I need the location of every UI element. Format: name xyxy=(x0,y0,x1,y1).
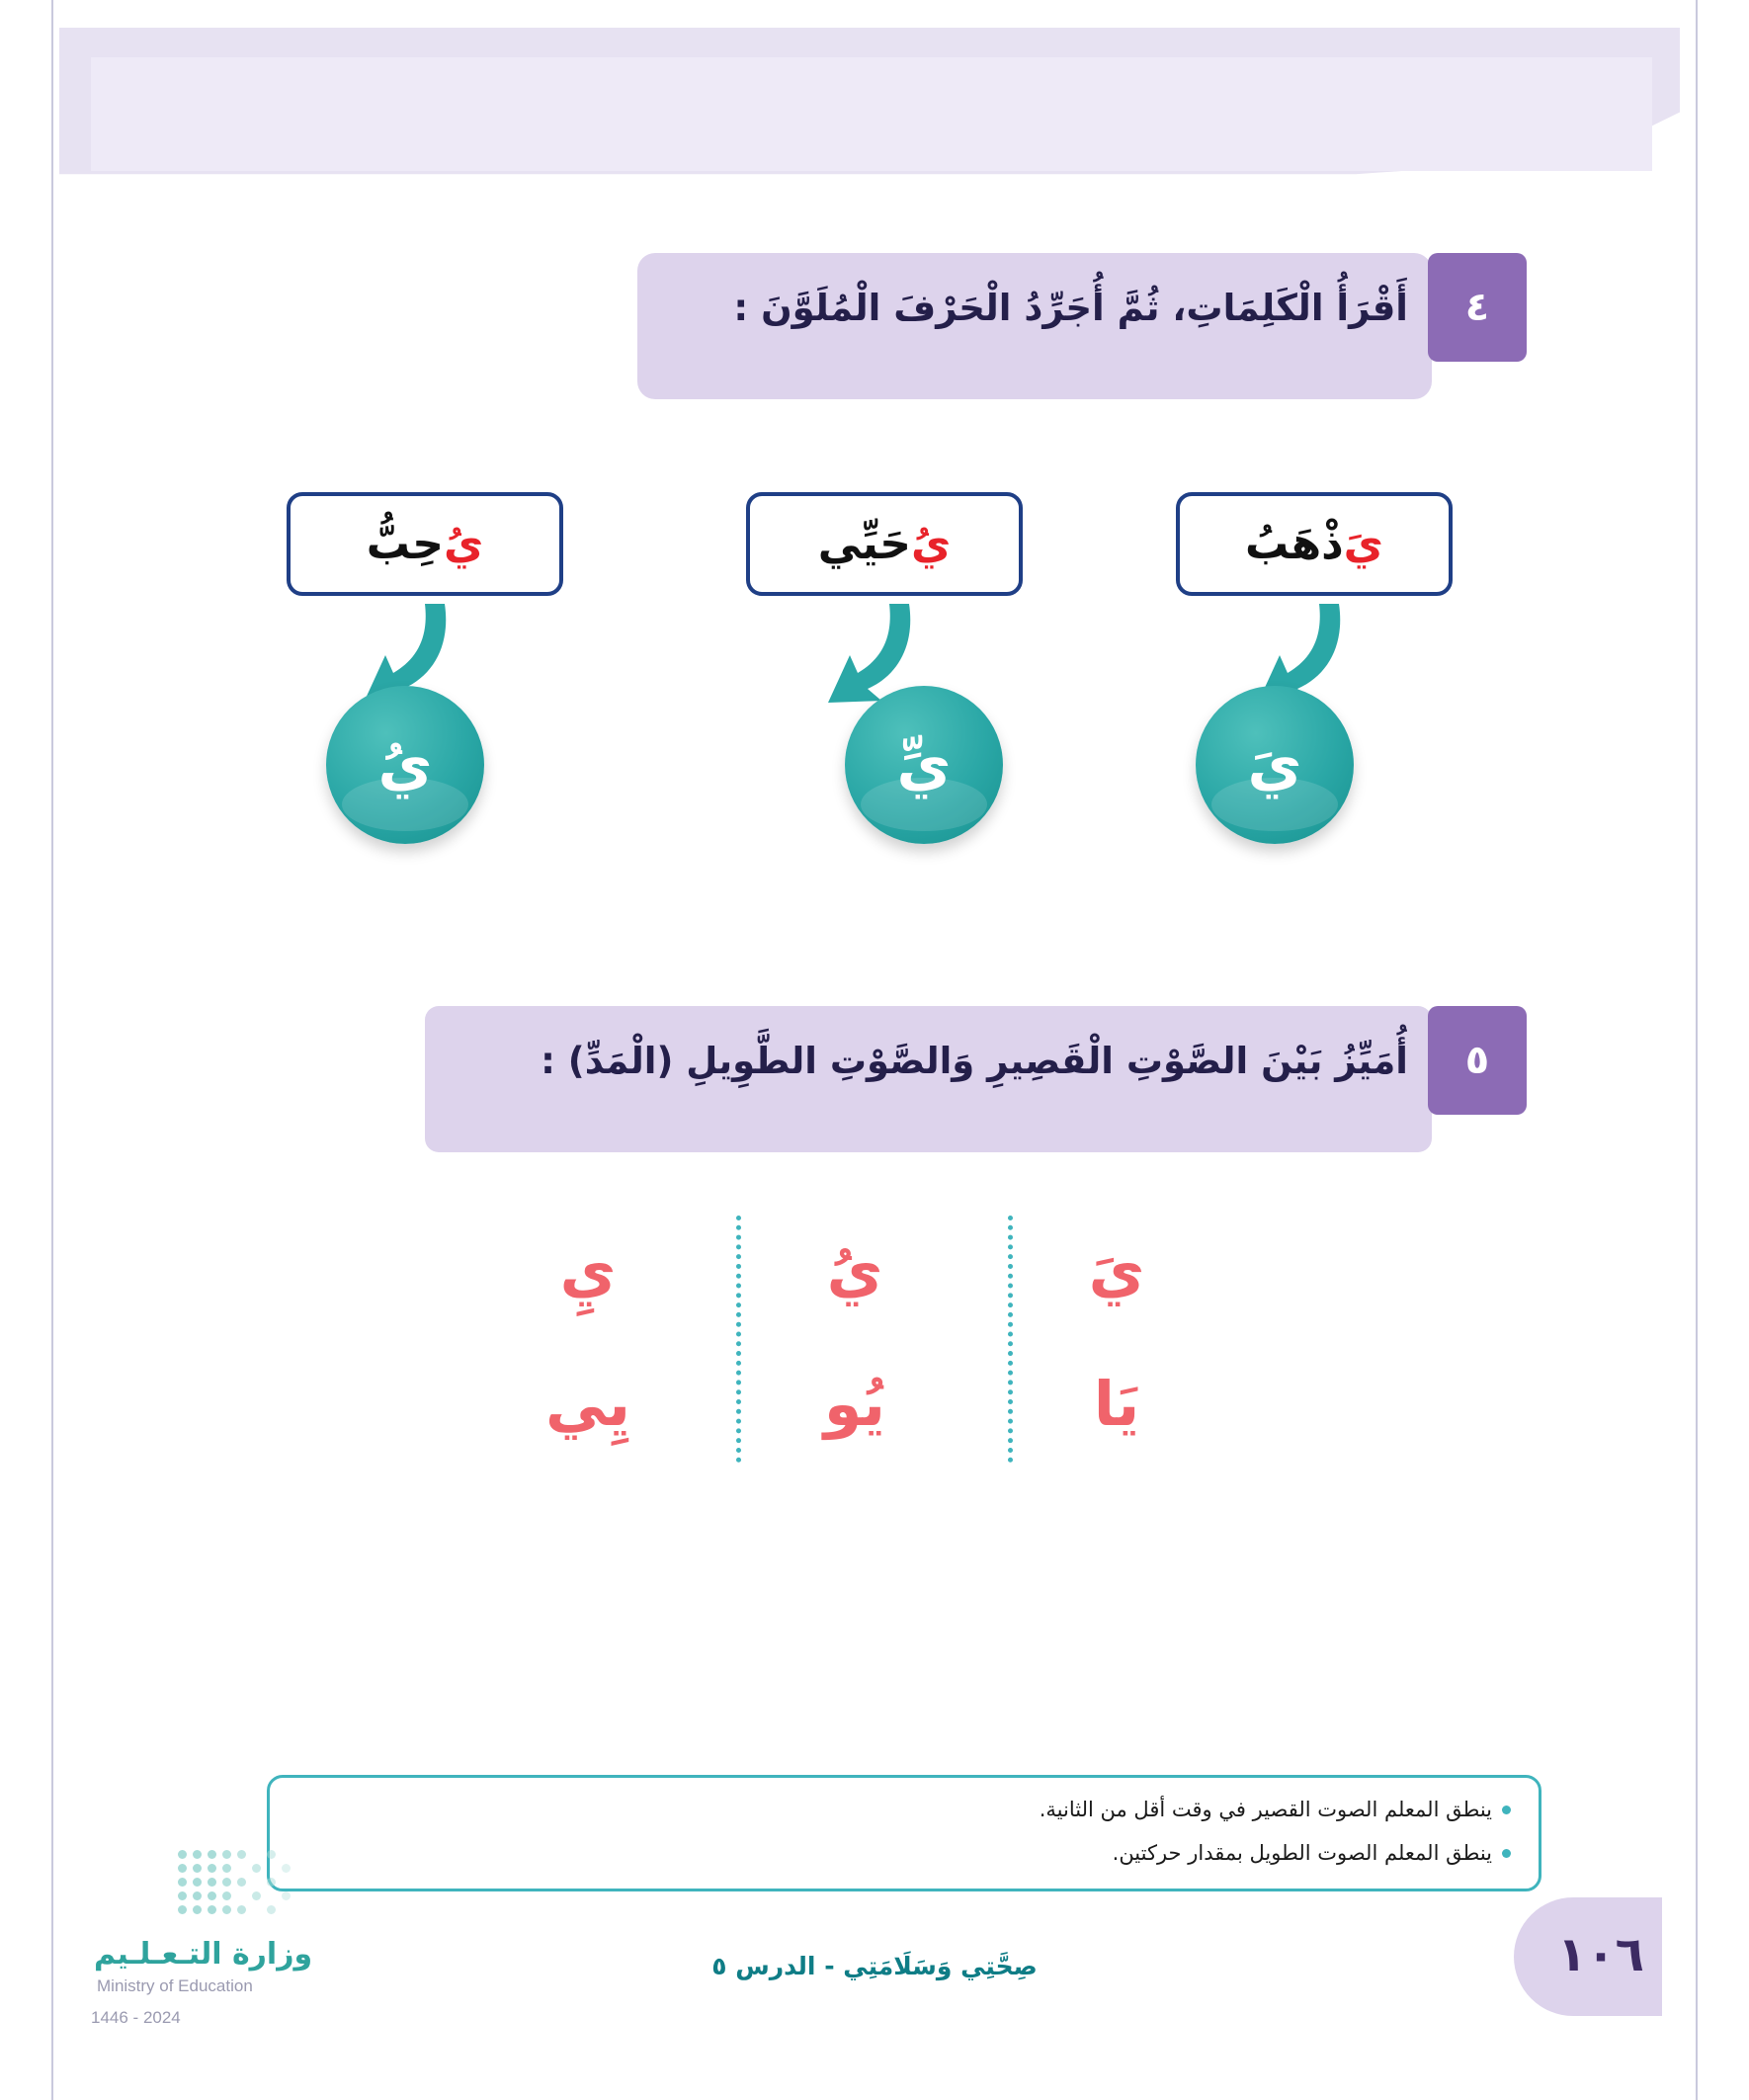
letter-circle-1-label: يَ xyxy=(1247,730,1302,799)
teacher-note-1 xyxy=(1040,1798,1511,1821)
page-number: ١٠٦ xyxy=(1557,1927,1644,1982)
bullet-icon-2 xyxy=(1502,1849,1511,1858)
word-card-2-highlight: يُ xyxy=(910,519,952,569)
sound-cell-r1-c0: يَا xyxy=(1093,1367,1140,1440)
word-card-2 xyxy=(746,492,1023,596)
word-card-2-rest: حَيِّي xyxy=(817,519,911,569)
word-card-1 xyxy=(1176,492,1453,596)
grid-separator-1 xyxy=(1008,1216,1013,1463)
ministry-year: 2024 - 1446 xyxy=(91,2008,181,2027)
teacher-note-2 xyxy=(1113,1841,1511,1865)
letter-circle-1 xyxy=(1196,686,1354,844)
word-card-1-highlight: يَ xyxy=(1343,519,1383,569)
word-card-1-rest: ذْهَبُ xyxy=(1245,519,1344,569)
sound-cell-r1-c1: يُو xyxy=(823,1367,886,1440)
sound-cell-r0-c2: يِ xyxy=(559,1233,617,1306)
ministry-name-en: Ministry of Education xyxy=(97,1976,253,1995)
page-frame-right-rule xyxy=(1696,0,1698,2100)
letter-circle-2 xyxy=(845,686,1003,844)
dots-decoration xyxy=(178,1850,306,1919)
bullet-icon-1 xyxy=(1502,1806,1511,1814)
footer-lesson-title: صِحَّتِي وَسَلَامَتِي - الدرس ٥ xyxy=(711,1952,1038,1980)
teacher-note-2-text: ينطق المعلم الصوت الطويل بمقدار حركتين. xyxy=(1112,1841,1492,1865)
activity-4-instruction: أَقْرَأُ الْكَلِمَاتِ، ثُمَّ أُجَرِّدُ الْحَرْفَ الْمُلَوَّنَ : xyxy=(733,286,1408,329)
activity-5-number: ٥ xyxy=(1428,1006,1527,1115)
top-banner-inner-panel xyxy=(91,57,1652,171)
letter-circle-2-label: يِّ xyxy=(896,730,952,799)
grid-separator-2 xyxy=(736,1216,741,1463)
word-card-3-rest: حِبُّ xyxy=(366,519,444,569)
letter-circle-3 xyxy=(326,686,484,844)
teacher-note-box xyxy=(267,1775,1541,1891)
sound-comparison-grid xyxy=(534,1196,1225,1492)
teacher-note-1-text: ينطق المعلم الصوت القصير في وقت أقل من الثانية. xyxy=(1039,1798,1492,1821)
sound-cell-r1-c2: يِي xyxy=(545,1367,631,1440)
sound-cell-r0-c0: يَ xyxy=(1088,1233,1145,1306)
activity-4-header xyxy=(637,253,1527,399)
sound-cell-r0-c1: يُ xyxy=(826,1233,883,1306)
word-card-3-highlight: يُ xyxy=(443,519,484,569)
activity-5-instruction: أُمَيِّزُ بَيْنَ الصَّوْتِ الْقَصِيرِ وَالصَّوْتِ الطَّوِيلِ (الْمَدِّ) : xyxy=(541,1039,1408,1082)
word-card-3 xyxy=(287,492,563,596)
activity-5-header xyxy=(425,1006,1527,1152)
letter-circle-3-label: يُ xyxy=(377,730,433,799)
activity-4-number: ٤ xyxy=(1428,253,1527,362)
ministry-name-ar: وزارة التـعـلـيم xyxy=(94,1937,313,1972)
page-frame-left-rule xyxy=(51,0,53,2100)
